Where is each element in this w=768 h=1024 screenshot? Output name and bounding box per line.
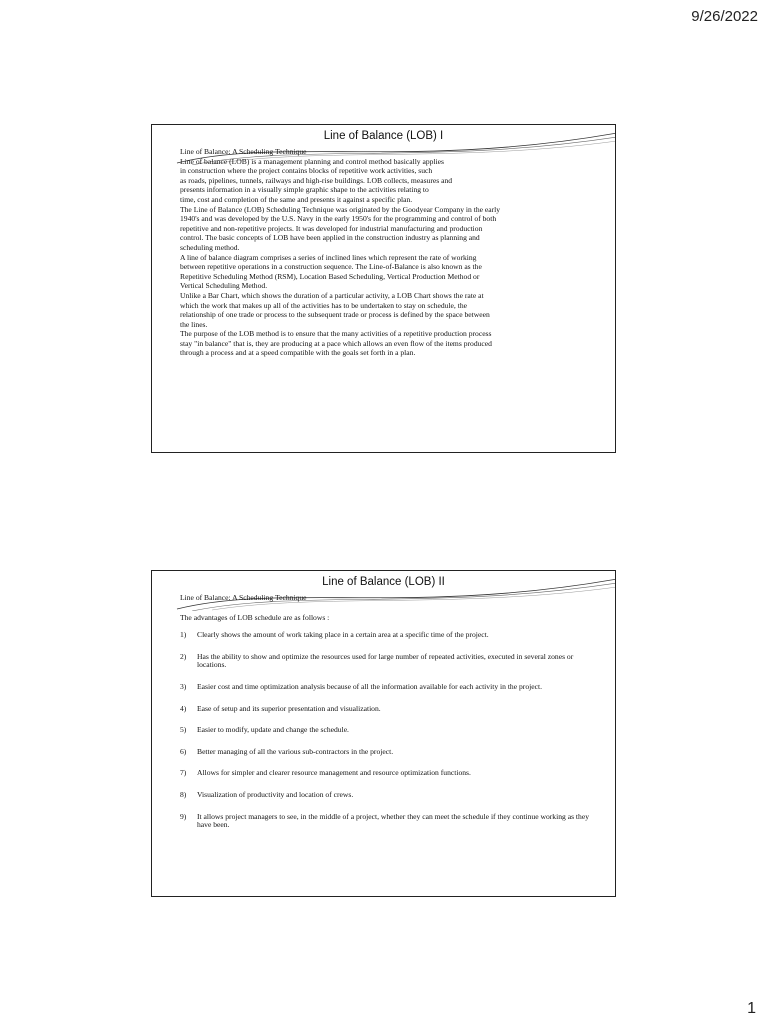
- body-line: stay "in balance" that is, they are producing at a pace which allows an even flow of the items produced: [180, 338, 492, 348]
- body-line: A line of balance diagram comprises a series of inclined lines which represent the rate of working: [180, 252, 477, 262]
- list-item: [180, 748, 595, 757]
- list-item-text: Ease of setup and its superior presentation and visualization.: [197, 703, 381, 713]
- body-line: the lines.: [180, 319, 208, 329]
- list-item-number: 3): [180, 681, 187, 691]
- page-number: 1: [747, 1000, 756, 1017]
- list-item-text: Has the ability to show and optimize the resources used for large number of repeated activities, executed in several zones or locations.: [197, 651, 574, 670]
- list-item: [180, 653, 595, 670]
- list-item: [180, 631, 595, 640]
- slide-2: [151, 570, 616, 897]
- list-item-text: Visualization of productivity and location of crews.: [197, 789, 354, 799]
- list-item-number: 1): [180, 630, 187, 640]
- body-line: Line of balance (LOB) is a management planning and control method basically applies: [180, 156, 445, 166]
- list-item-number: 8): [180, 789, 187, 799]
- body-line: which the work that makes up all of the activities has to be undertaken to stay on schedule, the: [180, 300, 468, 310]
- body-line: Vertical Scheduling Method.: [180, 281, 268, 291]
- list-item-text: Better managing of all the various sub-contractors in the project.: [197, 746, 394, 756]
- list-item-text: Clearly shows the amount of work taking place in a certain area at a specific time of the project.: [197, 630, 489, 640]
- body-line: The Line of Balance (LOB) Scheduling Technique was originated by the Goodyear Company in the early: [180, 204, 501, 214]
- list-item-number: 2): [180, 651, 187, 661]
- list-item: [180, 683, 595, 692]
- body-line: Repetitive Scheduling Method (RSM), Location Based Scheduling, Vertical Production Method or: [180, 271, 480, 281]
- body-line: Unlike a Bar Chart, which shows the duration of a particular activity, a LOB Chart shows the rate at: [180, 290, 484, 300]
- body-line: control. The basic concepts of LOB have been applied in the construction industry as planning and: [180, 233, 480, 243]
- body-line: 1940's and was developed by the U.S. Navy in the early 1950's for the programming and control of both: [180, 214, 497, 224]
- list-item-number: 4): [180, 703, 187, 713]
- advantages-intro: The advantages of LOB schedule are as follows :: [180, 612, 330, 622]
- list-item-number: 7): [180, 768, 187, 778]
- body-line: time, cost and completion of the same and presents it against a specific plan.: [180, 194, 413, 204]
- list-item: [180, 726, 595, 735]
- list-item-text: Allows for simpler and clearer resource management and resource optimization functions.: [197, 768, 471, 778]
- list-item-text: Easier to modify, update and change the schedule.: [197, 725, 349, 735]
- body-line: presents information in a visually simple graphic shape to the activities relating to: [180, 185, 429, 195]
- slide-2-subtitle: Line of Balance: A Scheduling Technique: [180, 593, 307, 602]
- body-line: The purpose of the LOB method is to ensure that the many activities of a repetitive production process: [180, 329, 492, 339]
- slide-2-title: Line of Balance (LOB) II: [322, 576, 445, 588]
- body-line: repetitive and non-repetitive projects. It was developed for industrial manufacturing and production: [180, 223, 483, 233]
- slide-1-body: [180, 157, 595, 358]
- list-item-number: 5): [180, 725, 187, 735]
- document-date: 9/26/2022: [691, 8, 758, 25]
- body-line: scheduling method.: [180, 242, 240, 252]
- slide-1: [151, 124, 616, 453]
- advantages-list: [180, 631, 595, 830]
- list-item-number: 6): [180, 746, 187, 756]
- body-line: between repetitive operations in a construction sequence. The Line-of-Balance is also known as the: [180, 262, 482, 272]
- body-line: relationship of one trade or process to the subsequent trade or process is defined by the space between: [180, 310, 490, 320]
- list-item-number: 9): [180, 811, 187, 821]
- list-item: [180, 705, 595, 714]
- body-line: through a process and at a speed compatible with the goals set forth in a plan.: [180, 348, 416, 358]
- slide-1-title: Line of Balance (LOB) I: [323, 130, 444, 142]
- slide-1-subtitle: Line of Balance: A Scheduling Technique: [180, 147, 307, 156]
- list-item-text: It allows project managers to see, in the middle of a project, whether they can meet the schedule if they continue working as they have been.: [197, 811, 590, 830]
- list-item-text: Easier cost and time optimization analysis because of all the information available for each activity in the project.: [197, 681, 542, 691]
- list-item: [180, 769, 595, 778]
- list-item: [180, 813, 595, 830]
- body-line: as roads, pipelines, tunnels, railways and high-rise buildings. LOB collects, measures and: [180, 175, 453, 185]
- body-line: in construction where the project contains blocks of repetitive work activities, such: [180, 166, 433, 176]
- list-item: [180, 791, 595, 800]
